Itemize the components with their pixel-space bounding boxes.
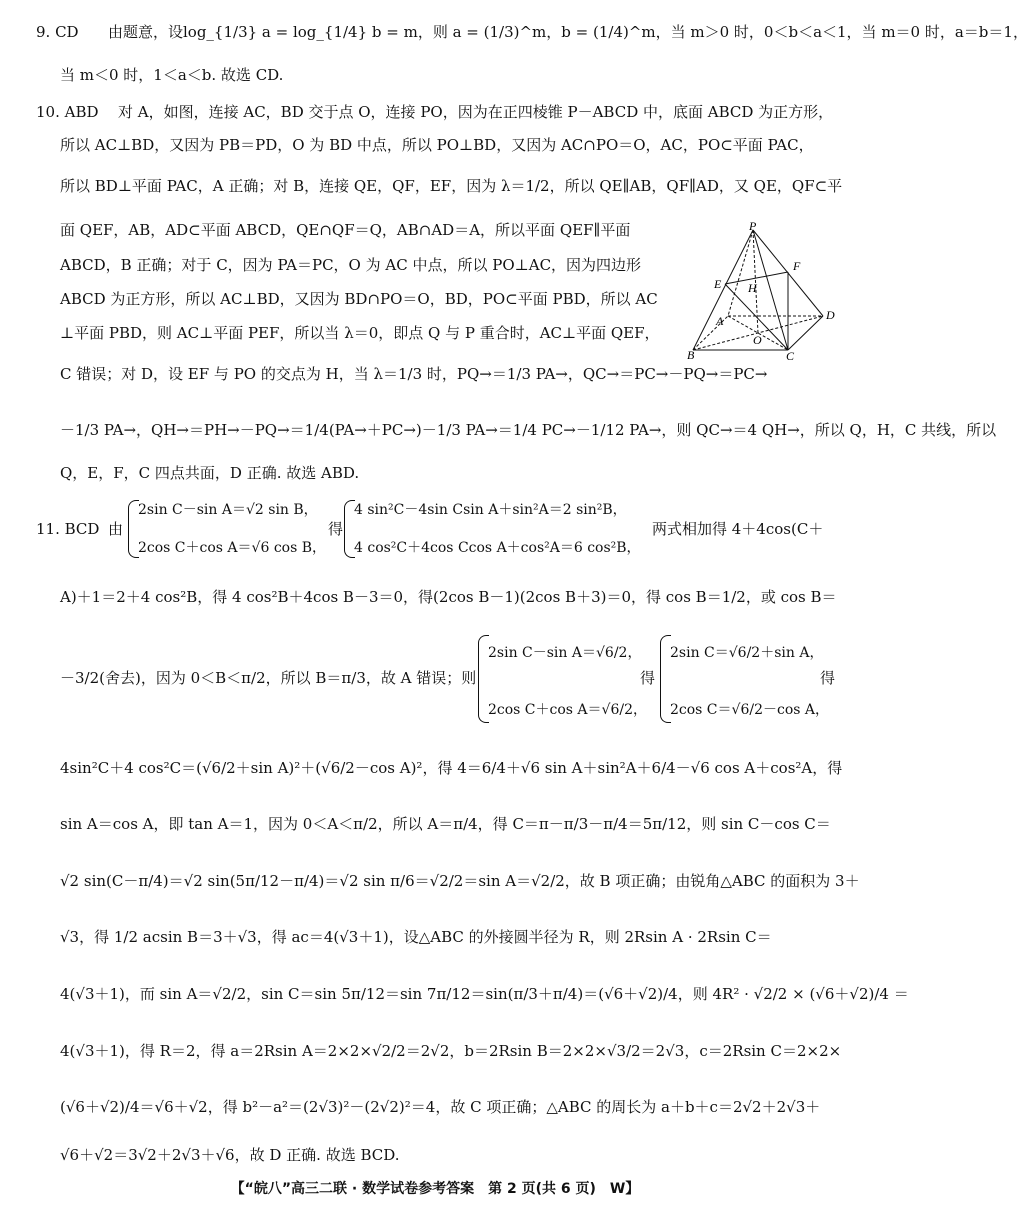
q11-intro: 由 [108, 520, 124, 538]
q11-line-9: 4(√3＋1)，得 R＝2，得 a＝2Rsin A＝2×2×√2/2＝2√2，b＝2Rsin B＝2×2×√3/2＝2√3，c＝2Rsin C＝2×2× [60, 1042, 842, 1060]
q11-line-5: sin A＝cos A，即 tan A＝1，因为 0＜A＜π/2，所以 A＝π/4，得 C＝π－π/3－π/4＝5π/12，则 sin C－cos C＝ [60, 815, 831, 833]
system3-eq-2: 2cos C＋cos A＝√6/2， [488, 702, 647, 718]
system4-eq-2: 2cos C＝√6/2－cos A， [670, 702, 829, 718]
page-footer: 【“皖八”高三二联 · 数学试卷参考答案 第 2 页(共 6 页) W】 [230, 1181, 640, 1197]
q11-line-4: 4sin²C＋4 cos²C＝(√6/2＋sin A)²＋(√6/2－cos A)²，得 4＝6/4＋√6 sin A＋sin²A＋6/4－√6 cos A＋cos²A，得 [60, 759, 843, 777]
q9-line-2: 当 m＜0 时，1＜a＜b. 故选 CD. [60, 66, 284, 84]
figure-label-o: O [753, 333, 762, 347]
q9-number: 9. CD [36, 23, 79, 41]
figure-label-b: B [687, 348, 695, 362]
figure-label-p: P [749, 219, 757, 233]
figure-label-f: F [793, 259, 801, 273]
q11-line-11: √6＋√2＝3√2＋2√3＋√6，故 D 正确. 故选 BCD. [60, 1146, 400, 1164]
q11-line-10: (√6＋√2)/4＝√6＋√2，得 b²－a²＝(2√3)²－(2√2)²＝4，故 C 项正确；△ABC 的周长为 a＋b＋c＝2√2＋2√3＋ [60, 1098, 821, 1116]
q10-line-7: ⊥平面 PBD，则 AC⊥平面 PEF，所以当 λ＝0，即点 Q 与 P 重合时，AC⊥平面 QEF， [60, 324, 660, 342]
figure-label-a: A [716, 314, 724, 328]
system1-eq-1: 2sin C－sin A＝√2 sin B， [138, 502, 318, 518]
q11-get-3: 得 [820, 669, 836, 687]
q10-line-2: 所以 AC⊥BD，又因为 PB＝PD，O 为 BD 中点，所以 PO⊥BD，又因为 AC∩PO＝O，AC，PO⊂平面 PAC， [60, 136, 814, 154]
q10-line-4: 面 QEF，AB，AD⊂平面 ABCD，QE∩QF＝Q，AB∩AD＝A，所以平面 QEF∥平面 [60, 221, 631, 239]
q11-get-2: 得 [640, 669, 656, 687]
system1-eq-2: 2cos C＋cos A＝√6 cos B， [138, 540, 327, 556]
q10-line-5: ABCD，B 正确；对于 C，因为 PA＝PC，O 为 AC 中点，所以 PO⊥AC，因为四边形 [60, 256, 642, 274]
figure-label-h: H [748, 281, 757, 295]
q11-line-8: 4(√3＋1)，而 sin A＝√2/2，sin C＝sin 5π/12＝sin 7π/12＝sin(π/3＋π/4)＝(√6＋√2)/4，则 4R² · √2/2 × (√6＋√2)/4 ＝ [60, 985, 909, 1003]
q10-line-8: C 错误；对 D，设 EF 与 PO 的交点为 H，当 λ＝1/3 时，PQ→＝1/3 PA→，QC→＝PC→－PQ→＝PC→ [60, 365, 768, 383]
system4-eq-1: 2sin C＝√6/2＋sin A， [670, 645, 824, 661]
q10-line-9: －1/3 PA→，QH→＝PH→－PQ→＝1/4(PA→＋PC→)－1/3 PA→＝1/4 PC→－1/12 PA→，则 QC→＝4 QH→，所以 Q，H，C 共线，所以 [60, 421, 997, 439]
figure-label-d: D [826, 308, 835, 322]
figure-label-e: E [714, 277, 722, 291]
q11-number: 11. BCD [36, 520, 100, 538]
pyramid-figure [683, 219, 848, 363]
q11-line-2: A)＋1＝2＋4 cos²B，得 4 cos²B＋4cos B－3＝0，得(2cos B－1)(2cos B＋3)＝0，得 cos B＝1/2，或 cos B＝ [60, 588, 837, 606]
q10-number: 10. ABD [36, 103, 99, 121]
q10-line-1: 10. ABD 对 A，如图，连接 AC，BD 交于点 O，连接 PO，因为在正四棱锥 P－ABCD 中，底面 ABCD 为正方形， [36, 103, 834, 121]
system2-eq-2: 4 cos²C＋4cos Ccos A＋cos²A＝6 cos²B， [354, 540, 641, 556]
q11-get-1: 得 [328, 520, 344, 538]
q10-line-10: Q，E，F，C 四点共面，D 正确. 故选 ABD. [60, 464, 360, 482]
q9-line-1: 9. CD 由题意，设log_{1/3} a = log_{1/4} b = m，则 a = (1/3)^m，b = (1/4)^m，当 m＞0 时，0＜b＜a＜1，当 m＝0 时，a＝b＝1， [36, 23, 1028, 41]
q11-line-6: √2 sin(C－π/4)＝√2 sin(5π/12－π/4)＝√2 sin π/6＝√2/2＝sin A＝√2/2，故 B 项正确；由锐角△ABC 的面积为 3＋ [60, 872, 860, 890]
system3-eq-1: 2sin C－sin A＝√6/2， [488, 645, 642, 661]
q11-line-7: √3，得 1/2 acsin B＝3＋√3，得 ac＝4(√3＋1)，设△ABC 的外接圆半径为 R，则 2Rsin A · 2Rsin C＝ [60, 928, 772, 946]
q11-line-3: －3/2(舍去)，因为 0＜B＜π/2，所以 B＝π/3，故 A 错误；则 [60, 669, 477, 687]
q11-line-1-tail: 两式相加得 4＋4cos(C＋ [652, 520, 824, 538]
q10-line-6: ABCD 为正方形，所以 AC⊥BD，又因为 BD∩PO＝O，BD，PO⊂平面 PBD，所以 AC [60, 290, 658, 308]
figure-label-c: C [786, 349, 795, 363]
system2-eq-1: 4 sin²C－4sin Csin A＋sin²A＝2 sin²B， [354, 502, 627, 518]
q10-line-3: 所以 BD⊥平面 PAC，A 正确；对 B，连接 QE，QF，EF，因为 λ＝1/2，所以 QE∥AB，QF∥AD，又 QE，QF⊂平 [60, 177, 843, 195]
